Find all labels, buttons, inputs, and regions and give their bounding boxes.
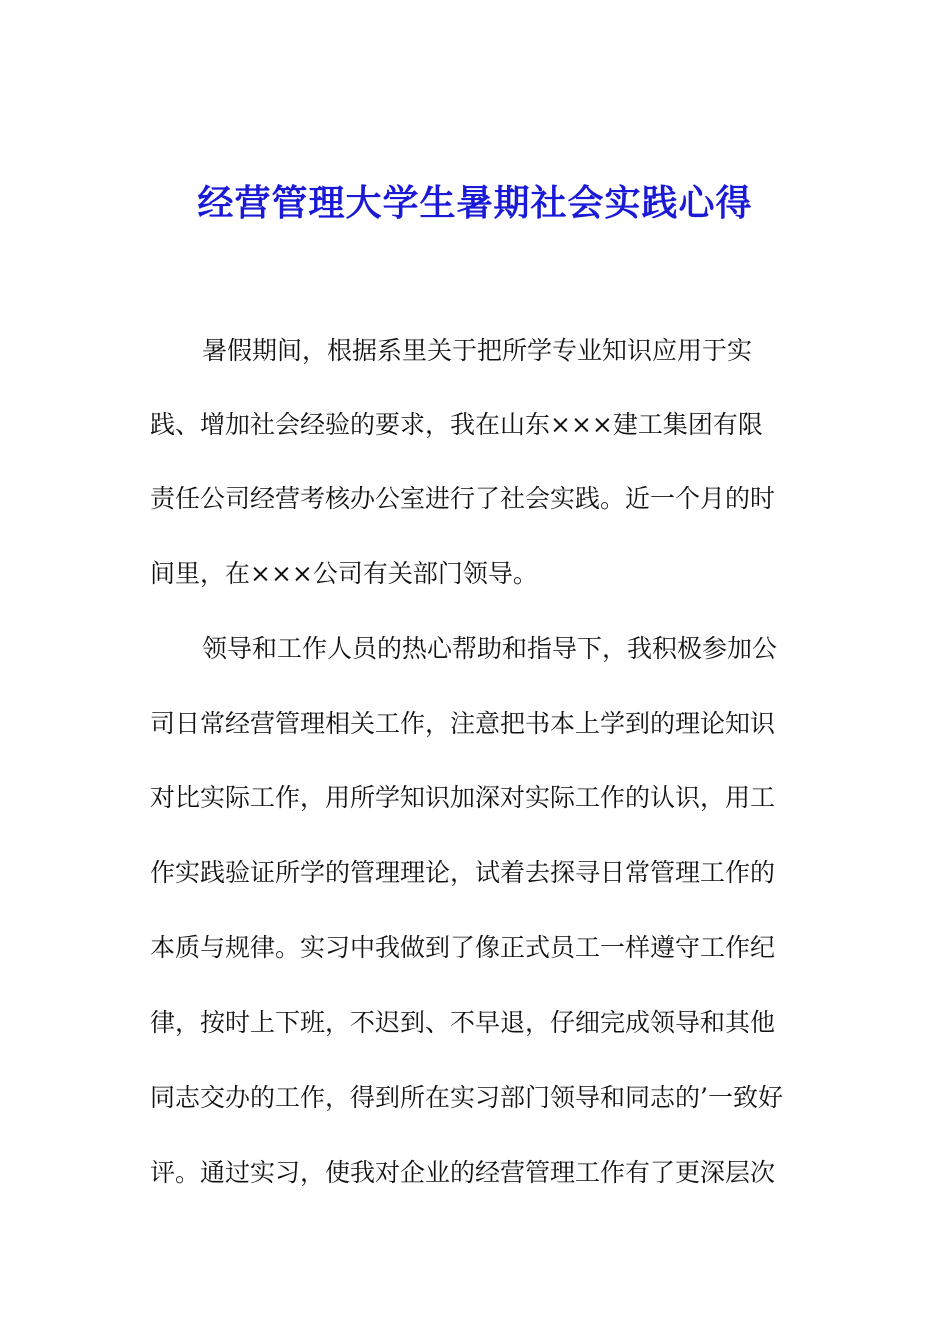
- document-title: 经营管理大学生暑期社会实践心得: [197, 182, 753, 224]
- paragraph-1-line-2: 践、增加社会经验的要求，我在山东×××建工集团有限: [150, 410, 763, 439]
- paragraph-2-line-2: 司日常经营管理相关工作，注意把书本上学到的理论知识: [150, 709, 776, 738]
- paragraph-2-line-7: 同志交办的工作，得到所在实习部门领导和同志的’一致好: [150, 1083, 783, 1112]
- paragraph-2-line-6: 律，按时上下班，不迟到、不早退，仔细完成领导和其他: [150, 1008, 776, 1037]
- paragraph-2-line-1: 领导和工作人员的热心帮助和指导下，我积极参加公: [202, 634, 778, 663]
- paragraph-1-line-3: 责任公司经营考核办公室进行了社会实践。近一个月的时: [150, 484, 776, 513]
- paragraph-2-line-4: 作实践验证所学的管理理论，试着去探寻日常管理工作的: [150, 858, 776, 887]
- paragraph-1-line-1: 暑假期间，根据系里关于把所学专业知识应用于实: [202, 336, 753, 365]
- paragraph-2-line-5: 本质与规律。实习中我做到了像正式员工一样遵守工作纪: [150, 933, 776, 962]
- paragraph-1-line-4: 间里，在×××公司有关部门领导。: [150, 559, 538, 588]
- paragraph-2-line-8: 评。通过实习，使我对企业的经营管理工作有了更深层次: [150, 1158, 776, 1187]
- paragraph-2-line-3: 对比实际工作，用所学知识加深对实际工作的认识，用工: [150, 783, 776, 812]
